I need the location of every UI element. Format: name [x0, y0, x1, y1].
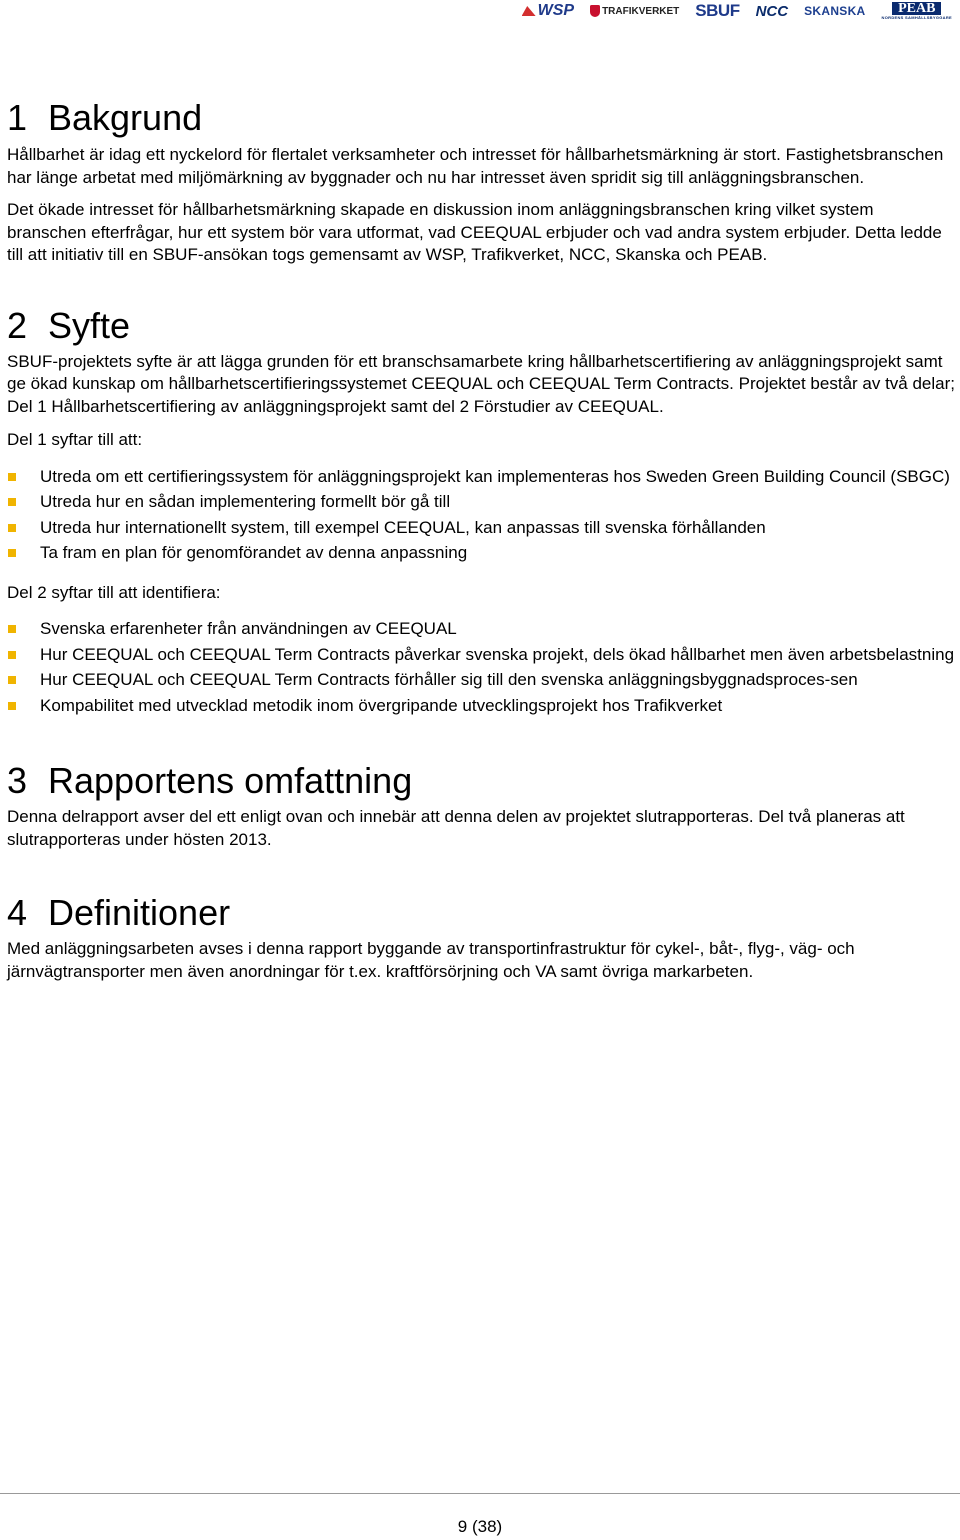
- list-item: Hur CEEQUAL och CEEQUAL Term Contracts påverkar svenska projekt, dels ökad hållbarhet men även arbetsbelastning: [7, 642, 955, 668]
- page-number: 9 (38): [457, 1517, 503, 1536]
- section-heading: 4 Definitioner: [7, 892, 231, 933]
- paragraph: Hållbarhet är idag ett nyckelord för flertalet verksamheter och intresset för hållbarhetsmärkning är stort. Fastighetsbranschen har länge arbetat med miljömärkning av byggnader och nu har intresset även spridit sig till anläggningsbranschen.: [7, 145, 944, 187]
- paragraph: Det ökade intresset för hållbarhetsmärkning skapade en diskussion inom anläggningsbranschen kring vilket system branschen efterfrågar, hur ett system bör vara utformat, vad CEEQUAL erbjuder och vad andra system erbjuder. Detta ledde till att initiativ till en SBUF-ansökan togs gemensamt av WSP, Trafikverket, NCC, Skanska och PEAB.: [7, 200, 942, 264]
- trafikverket-logo: TRAFIKVERKET: [590, 5, 679, 17]
- list-item: Hur CEEQUAL och CEEQUAL Term Contracts förhåller sig till den svenska anläggningsbyggnadsproces-sen: [7, 667, 955, 693]
- ncc-logo: NCC: [755, 2, 789, 20]
- bullet-square-icon: [8, 676, 16, 684]
- section-heading: 2 Syfte: [7, 304, 131, 346]
- bullet-square-icon: [8, 473, 16, 481]
- bullet-square-icon: [8, 498, 16, 506]
- list-intro: Del 2 syftar till att identifiera:: [7, 582, 221, 602]
- list-item: Ta fram en plan för genomförandet av denna anpassning: [7, 540, 955, 566]
- list-intro: Del 1 syftar till att:: [7, 430, 143, 449]
- list-item: Kompabilitet med utvecklad metodik inom övergripande utvecklingsprojekt hos Trafikverket: [7, 693, 955, 719]
- skanska-logo: SKANSKA: [804, 4, 866, 18]
- section-syfte: [7, 303, 955, 719]
- list-item: Utreda om ett certifieringssystem för anläggningsprojekt kan implementeras hos Sweden Green Building Council (SBGC): [7, 464, 955, 490]
- wsp-mark-icon: [522, 6, 536, 16]
- section-bakgrund: [7, 95, 955, 267]
- sbuf-logo: SBUF: [695, 1, 740, 20]
- trafikverket-shield-icon: [590, 5, 600, 17]
- paragraph: SBUF-projektets syfte är att lägga grunden för ett branschsamarbete kring hållbarhetscertifiering av anläggningsprojekt samt ge ökad kunskap om hållbarhetscertifieringssystemet CEEQUAL och CEEQUAL Term Contracts. Projektet består av två delar; Del 1 Hållbarhetscertifiering av anläggningsprojekt samt del 2 Förstudier av CEEQUAL.: [7, 351, 956, 416]
- list-item: Svenska erfarenheter från användningen av CEEQUAL: [7, 616, 955, 642]
- list-item: Utreda hur internationellt system, till exempel CEEQUAL, kan anpassas till svenska förhållanden: [7, 515, 955, 541]
- paragraph: Denna delrapport avser del ett enligt ovan och innebär att denna delen av projektet slutrapporteras. Del två planeras att slutrapporteras under hösten 2013.: [7, 807, 905, 849]
- bullet-list: [7, 616, 955, 718]
- footer-divider: [0, 1493, 960, 1494]
- paragraph: Med anläggningsarbeten avses i denna rapport byggande av transportinfrastruktur för cykel-, båt-, flyg-, väg- och järnvägtransporter men även anordningar för t.ex. kraftförsörjning och VA samt övriga markarbeten.: [7, 939, 855, 981]
- partner-logos: [522, 0, 952, 22]
- bullet-square-icon: [8, 625, 16, 633]
- bullet-list: [7, 464, 955, 566]
- section-definitioner: [7, 890, 955, 983]
- section-heading: 3 Rapportens omfattning: [7, 760, 413, 801]
- section-heading: 1 Bakgrund: [7, 97, 203, 138]
- section-rapportens-omfattning: [7, 758, 955, 851]
- document-body: [7, 95, 955, 983]
- bullet-square-icon: [8, 524, 16, 532]
- bullet-square-icon: [8, 651, 16, 659]
- list-item: Utreda hur en sådan implementering formellt bör gå till: [7, 489, 955, 515]
- wsp-logo: WSP: [522, 2, 574, 20]
- bullet-square-icon: [8, 702, 16, 710]
- bullet-square-icon: [8, 549, 16, 557]
- peab-logo: PEAB NORDENS SAMHÄLLSBYGGARE: [881, 1, 952, 20]
